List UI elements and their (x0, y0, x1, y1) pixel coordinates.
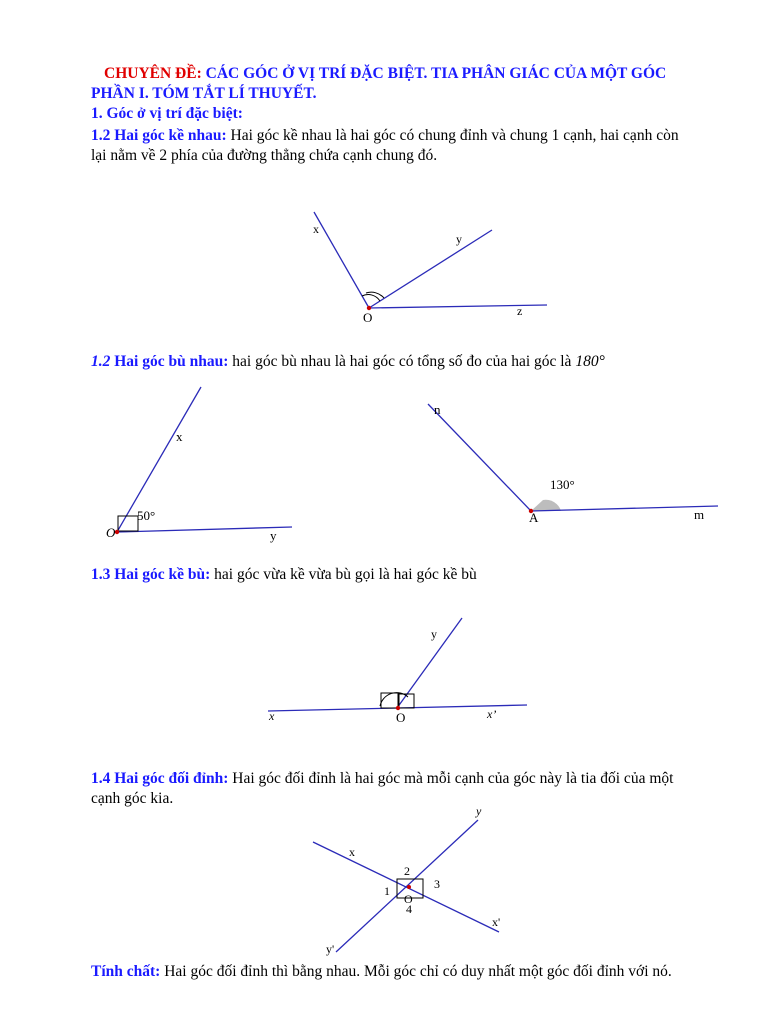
vertical-text2: cạnh góc kia. (91, 790, 174, 807)
vertical-text1: Hai góc đối đỉnh là hai góc mà mỗi cạnh của góc này là tia đối của một (228, 770, 674, 787)
ray-oy (369, 230, 492, 308)
label-x: x (349, 845, 355, 859)
label-m: m (694, 507, 705, 522)
label-angle: 130° (550, 477, 575, 492)
label-n: n (434, 402, 441, 417)
adjacent-supplementary-label: 1.3 Hai góc kề bù: (91, 566, 211, 583)
label-2: 2 (404, 864, 410, 878)
property-label: Tính chất: (91, 963, 161, 980)
line-yy2 (336, 820, 478, 952)
ray-ox (117, 387, 201, 532)
adjacent-text2: lại nằm về 2 phía của đường thẳng chứa cạnh chung đó. (91, 147, 438, 164)
supplementary-paragraph (91, 352, 605, 372)
vertex-point (407, 885, 411, 889)
vertical-paragraph-line1 (91, 769, 673, 789)
supplementary-figure-left (106, 387, 292, 543)
label-3: 3 (434, 877, 440, 891)
adjacent-figure (313, 212, 547, 325)
ray-an (428, 404, 531, 511)
vertical-label: 1.4 Hai góc đối đỉnh: (91, 770, 229, 787)
label-o: O (106, 525, 116, 540)
label-a: A (529, 510, 539, 525)
supplementary-label: Hai góc bù nhau: (110, 353, 229, 370)
label-y: y (476, 804, 482, 818)
adjacent-text1: Hai góc kề nhau là hai góc có chung đỉnh và chung 1 cạnh, hai cạnh còn (226, 127, 679, 144)
label-4: 4 (406, 902, 412, 916)
vertex-point (115, 530, 119, 534)
label-x2: x' (492, 915, 501, 929)
supplementary-figure-right (428, 402, 718, 525)
label-x2: x’ (487, 707, 497, 721)
adjacent-label: 1.2 Hai góc kề nhau: (91, 127, 227, 144)
angle-arc-2 (366, 292, 384, 298)
supplementary-num: 1.2 (91, 353, 111, 370)
label-x: x (269, 709, 275, 723)
property-text: Hai góc đối đỉnh thì bằng nhau. Mỗi góc chỉ có duy nhất một góc đối đỉnh với nó. (160, 963, 672, 980)
label-o: O (396, 710, 406, 725)
section-heading: 1. Góc ở vị trí đặc biệt: (91, 105, 243, 122)
property-paragraph (91, 962, 672, 982)
label-o: O (363, 310, 373, 325)
title-prefix: CHUYÊN ĐỀ: (104, 65, 202, 82)
adjacent-supplementary-figure (268, 618, 527, 725)
adjacent-supplementary-paragraph (91, 565, 477, 585)
label-1: 1 (384, 884, 390, 898)
vertical-figure (313, 804, 500, 956)
title-rest: CÁC GÓC Ở VỊ TRÍ ĐẶC BIỆT. TIA PHÂN GIÁC CỦA MỘT GÓC (201, 65, 667, 82)
supplementary-value: 180° (575, 353, 605, 370)
part-heading: PHẦN I. TÓM TẮT LÍ THUYẾT. (91, 85, 317, 102)
label-x: x (313, 222, 319, 236)
angle-box (118, 516, 138, 531)
label-y2: y' (326, 942, 335, 956)
ray-oy (117, 527, 292, 532)
label-o: O (404, 892, 413, 906)
adjacent-supplementary-text: hai góc vừa kề vừa bù gọi là hai góc kề bù (210, 566, 477, 583)
ray-ox (314, 212, 369, 308)
label-angle: 50° (137, 508, 156, 523)
label-y: y (270, 528, 277, 543)
angle-box-left (381, 693, 399, 708)
supplementary-text: hai góc bù nhau là hai góc có tổng số đo của hai góc là (228, 353, 576, 370)
label-z: z (517, 304, 523, 318)
label-y: y (431, 627, 437, 641)
label-y: y (456, 232, 462, 246)
label-x: x (176, 429, 183, 444)
